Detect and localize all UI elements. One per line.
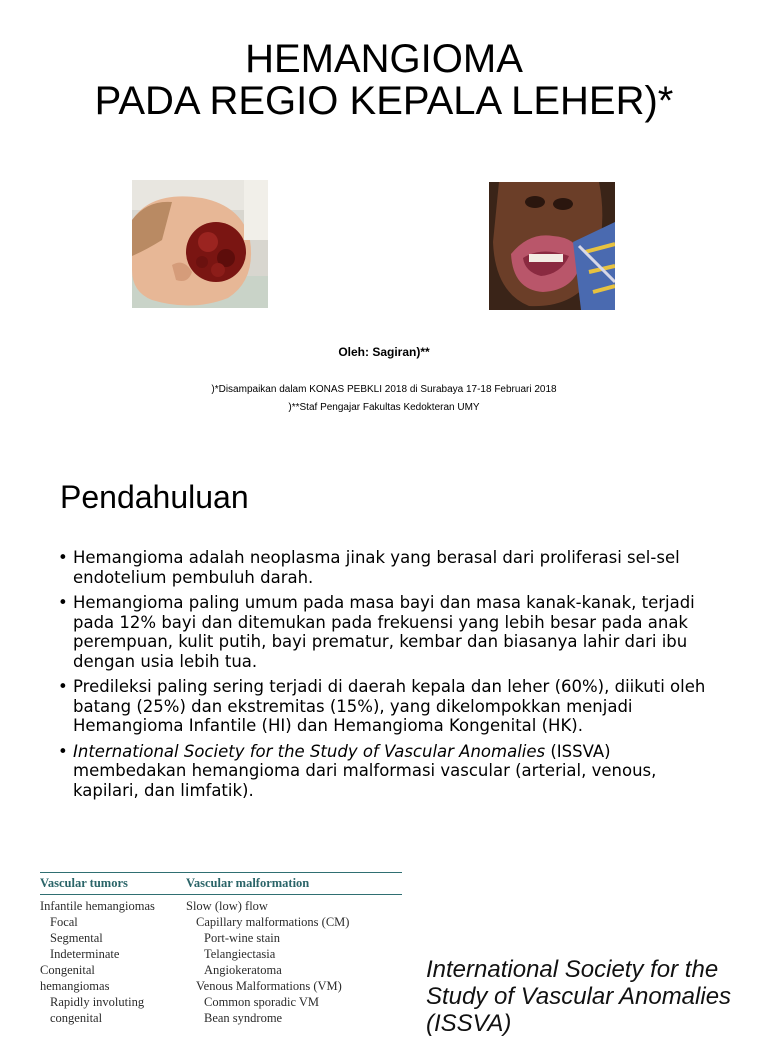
bullet-text: Hemangioma adalah neoplasma jinak yang berasal dari proliferasi sel-sel endotelium pembuluh darah. — [73, 548, 680, 587]
issva-classification-table — [40, 870, 402, 1026]
table-row: Venous Malformations (VM) — [196, 979, 342, 993]
presentation-note: )*Disampaikan dalam KONAS PEBKLI 2018 di Surabaya 17-18 Februari 2018 — [211, 384, 557, 395]
table-row: congenital — [50, 1011, 103, 1025]
table-column-malformations — [186, 898, 402, 1026]
bullet-item — [58, 742, 718, 801]
table-body — [40, 898, 402, 1026]
bullet-item — [58, 593, 718, 671]
bullet-list — [58, 548, 718, 806]
author-byline: Oleh: Sagiran)** — [338, 345, 430, 359]
table-row: Indeterminate — [50, 947, 120, 961]
slide-title — [0, 38, 768, 122]
infant-scalp-hemangioma-photo — [132, 180, 268, 308]
table-row: Bean syndrome — [204, 1011, 283, 1025]
bullet-item — [58, 548, 718, 587]
table-row: Congenital — [40, 963, 95, 977]
slide-title-line2: PADA REGIO KEPALA LEHER)* — [94, 79, 674, 123]
table-row: Segmental — [50, 931, 103, 945]
table-row: Slow (low) flow — [186, 899, 268, 913]
table-row: Focal — [50, 915, 78, 929]
infant-photo-drawing — [132, 180, 268, 308]
bullet-text: Predileksi paling sering terjadi di daerah kepala dan leher (60%), diikuti oleh batang (25%) dan ekstremitas (15%), yang dikelompokkan menjadi Hemangioma Infantile (HI) dan Hemangioma Kongenital (HK). — [73, 677, 706, 735]
table-row: Infantile hemangiomas — [40, 899, 155, 913]
bullet-text: Hemangioma paling umum pada masa bayi dan masa kanak-kanak, terjadi pada 12% bayi dan ditemukan pada frekuensi yang lebih besar pada anak perempuan, kulit putih, bayi prematur, kembar dan biasanya lahir dari ibu dengan usia lebih tua. — [73, 593, 695, 671]
author-affiliation-note: )**Staf Pengajar Fakultas Kedokteran UMY — [288, 402, 480, 413]
child-lip-hemangioma-photo — [489, 182, 615, 310]
issva-caption: International Society for the Study of Vascular Anomalies (ISSVA) — [426, 956, 732, 1037]
table-column-tumors — [40, 898, 186, 1026]
header-vascular-malformation: Vascular malformation — [186, 876, 310, 890]
bullet-text: (ISSVA) membedakan hemangioma dari malformasi vascular (arterial, venous, kapilari, dan limfatik). — [73, 741, 657, 800]
bullet-item — [58, 677, 718, 736]
table-row: Capillary malformations (CM) — [196, 915, 350, 929]
bullet-italic-text: International Society for the Study of Vascular Anomalies — [73, 741, 546, 761]
slide-title-line1: HEMANGIOMA — [245, 37, 523, 81]
header-vascular-tumors: Vascular tumors — [40, 876, 128, 890]
table-row: hemangiomas — [40, 979, 110, 993]
section-title: Pendahuluan — [60, 479, 249, 515]
table-row: Telangiectasia — [204, 947, 276, 961]
table-row: Port-wine stain — [204, 931, 281, 945]
child-photo-drawing — [489, 182, 615, 310]
table-row: Angiokeratoma — [204, 963, 282, 977]
table-row: Common sporadic VM — [204, 995, 320, 1009]
table-row: Rapidly involuting — [50, 995, 145, 1009]
table-header — [40, 872, 402, 895]
